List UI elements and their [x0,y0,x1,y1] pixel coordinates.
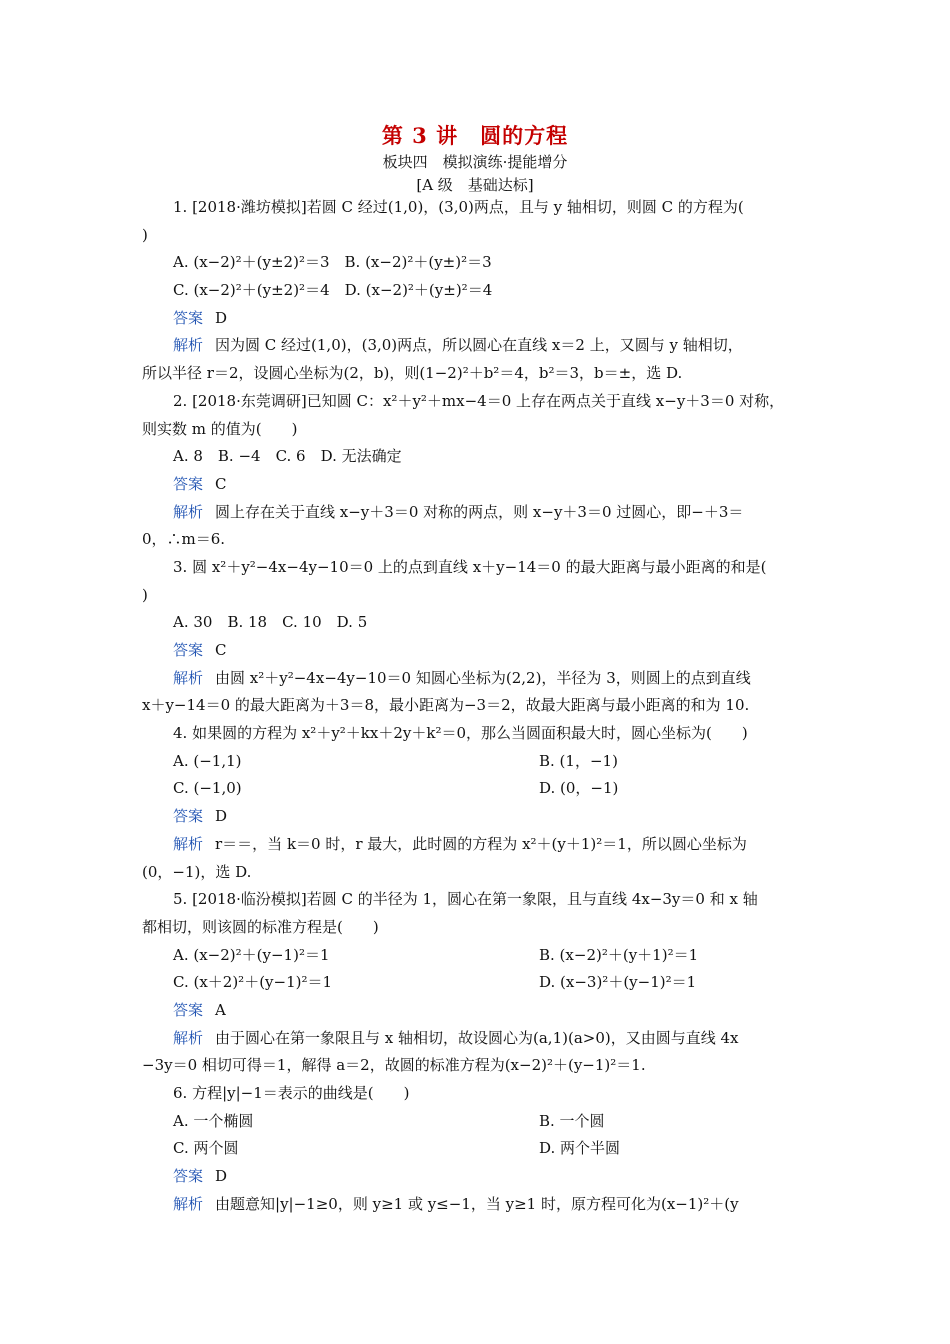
section-subtitle: 板块四 模拟演练·提能增分 [382,153,568,171]
question-4-options-row-2 [142,775,810,803]
question-5-options-row-2 [142,969,810,997]
option-b: B. (1，−1) [539,751,618,770]
answer-value: D [215,1167,228,1186]
question-4-analysis-line-1 [142,831,810,859]
question-6-options-row-2 [142,1135,810,1163]
question-1-options-line-1: A. (x−2)²＋(y±2)²＝3 B. (x−2)²＋(y±)²＝3 [173,253,492,272]
analysis-label: 解析 [173,1194,204,1213]
analysis-text: 由圆 x²＋y²−4x−4y−10＝0 知圆心坐标为(2,2)，半径为 3，则圆上的点到直线 [215,668,751,687]
question-2-stem-line-2: 则实数 m 的值为( ) [142,419,298,438]
question-3-answer [142,637,810,665]
analysis-text: 由于圆心在第一象限且与 x 轴相切，故设圆心为(a,1)(a>0)，又由圆与直线 4x [215,1028,739,1047]
question-5-analysis-line-2: −3y＝0 相切可得＝1，解得 a＝2，故圆的标准方程为(x−2)²＋(y−1)²＝1. [142,1056,646,1075]
question-6-analysis-line-1 [142,1191,810,1219]
question-4-stem: 4. 如果圆的方程为 x²＋y²＋kx＋2y＋k²＝0，那么当圆面积最大时，圆心坐标为( ) [173,724,748,743]
question-5-stem-line-1: 5. [2018·临汾模拟]若圆 C 的半径为 1，圆心在第一象限，且与直线 4x−3y＝0 和 x 轴 [173,890,758,909]
question-5-answer [142,997,810,1025]
question-1-analysis-line-2: 所以半径 r＝2，设圆心坐标为(2，b)，则(1−2)²＋b²＝4，b²＝3，b＝±，选 D. [142,364,683,383]
option-a: A. (−1,1) [173,751,242,770]
answer-value: D [215,807,228,826]
analysis-text: 因为圆 C 经过(1,0)，(3,0)两点，所以圆心在直线 x＝2 上，又圆与 y 轴相切， [215,336,743,355]
analysis-label: 解析 [173,336,204,355]
question-5-analysis-line-1 [142,1025,810,1053]
question-5-options-row-1 [142,942,810,970]
analysis-text: r＝＝，当 k＝0 时，r 最大，此时圆的方程为 x²＋(y＋1)²＝1，所以圆心坐标为 [215,834,747,853]
option-c: C. 两个圆 [173,1139,239,1158]
option-a: A. (x−2)²＋(y−1)²＝1 [173,945,330,964]
question-5-stem-line-2: 都相切，则该圆的标准方程是( ) [142,917,379,936]
question-3-analysis-line-1 [142,665,810,693]
question-1-options-line-2: C. (x−2)²＋(y±2)²＝4 D. (x−2)²＋(y±)²＝4 [173,281,493,300]
analysis-label: 解析 [173,502,204,521]
analysis-label: 解析 [173,1028,204,1047]
lecture-title: 第 3 讲 圆的方程 [381,123,569,148]
question-6-stem: 6. 方程|y|−1＝表示的曲线是( ) [173,1084,410,1102]
question-1-answer [142,305,810,333]
answer-label: 答案 [173,1167,204,1186]
question-6-answer [142,1163,810,1191]
analysis-text: 圆上存在关于直线 x−y＋3＝0 对称的两点，则 x−y＋3＝0 过圆心，即−＋3＝ [215,502,744,521]
question-2-stem-line-1: 2. [2018·东莞调研]已知圆 C：x²＋y²＋mx−4＝0 上存在两点关于直线 x−y＋3＝0 对称， [173,391,785,410]
answer-label: 答案 [173,474,204,493]
analysis-label: 解析 [173,668,204,687]
question-3-stem-line-2: ) [142,585,148,604]
question-4-answer [142,803,810,831]
option-c: C. (−1,0) [173,779,242,798]
answer-value: D [215,308,228,327]
question-4-options-row-1 [142,748,810,776]
question-1-analysis-line-1 [142,332,810,360]
question-1-stem-line-2: ) [142,225,148,244]
analysis-label: 解析 [173,834,204,853]
question-2-options: A. 8 B. −4 C. 6 D. 无法确定 [173,447,402,466]
answer-label: 答案 [173,1000,204,1019]
question-3-analysis-line-2: x＋y−14＝0 的最大距离为＋3＝8，最小距离为−3＝2，故最大距离与最小距离的和为 10. [142,696,750,715]
question-2-answer [142,471,810,499]
answer-label: 答案 [173,308,204,327]
question-4-analysis-line-2: (0，−1)，选 D. [142,862,252,881]
question-2-analysis-line-2: 0，∴m＝6. [142,530,226,549]
answer-value: A [215,1000,226,1019]
answer-value: C [215,474,227,493]
option-d: D. (x−3)²＋(y−1)²＝1 [539,973,697,992]
question-1-stem-line-1: 1. [2018·潍坊模拟]若圆 C 经过(1,0)，(3,0)两点，且与 y 轴相切，则圆 C 的方程为( [173,198,744,216]
option-d: D. 两个半圆 [539,1139,621,1158]
option-c: C. (x＋2)²＋(y−1)²＝1 [173,973,333,992]
option-b: B. (x−2)²＋(y＋1)²＝1 [539,945,699,964]
option-b: B. 一个圆 [539,1111,605,1130]
answer-label: 答案 [173,807,204,826]
question-3-options: A. 30 B. 18 C. 10 D. 5 [173,613,368,632]
option-a: A. 一个椭圆 [173,1111,254,1130]
question-3-stem-line-1: 3. 圆 x²＋y²−4x−4y−10＝0 上的点到直线 x＋y−14＝0 的最大距离与最小距离的和是( [173,557,767,576]
analysis-text: 由题意知|y|−1≥0，则 y≥1 或 y≤−1，当 y≥1 时，原方程可化为(x−1)²＋(y [215,1194,739,1213]
question-list [142,194,810,1218]
question-6-options-row-1 [142,1108,810,1136]
answer-label: 答案 [173,641,204,659]
option-d: D. (0，−1) [539,779,619,798]
answer-value: C [215,641,227,659]
difficulty-level: [A 级 基础达标] [416,176,534,194]
question-2-analysis-line-1 [142,499,810,527]
